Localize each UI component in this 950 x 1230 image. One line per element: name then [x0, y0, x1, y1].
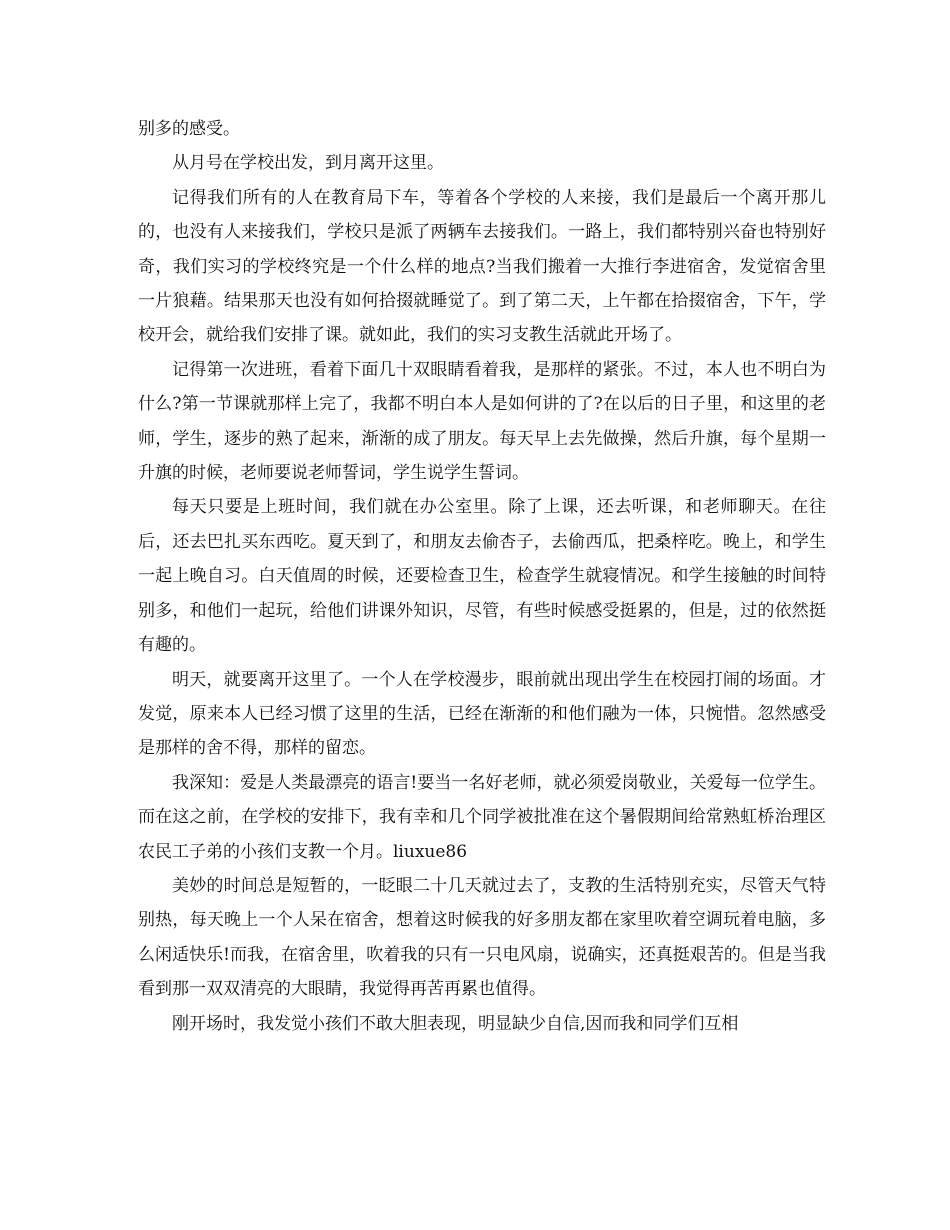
document-body — [138, 112, 826, 1041]
paragraph-4: 记得第一次进班，看着下面几十双眼睛看着我，是那样的紧张。不过，本人也不明白为什么?第一节课就那样上完了，我都不明白本人是如何讲的了?在以后的日子里，和这里的老师，学生，逐步的熟了起来，渐渐的成了朋友。每天早上去先做操，然后升旗，每个星期一升旗的时候，老师要说老师誓词，学生说学生誓词。 — [138, 359, 826, 484]
paragraph-5: 每天只要是上班时间，我们就在办公室里。除了上课，还去听课，和老师聊天。在往后，还去巴扎买东西吃。夏天到了，和朋友去偷杏子，去偷西瓜，把桑梓吃。晚上，和学生一起上晚自习。白天值周的时候，还要检查卫生，检查学生就寝情况。和学生接触的时间特别多，和他们一起玩，给他们讲课外知识，尽管，有些时候感受挺累的，但是，过的依然挺有趣的。 — [138, 497, 826, 656]
paragraph-8: 美妙的时间总是短暂的，一眨眼二十几天就过去了，支教的生活特别充实，尽管天气特别热，每天晚上一个人呆在宿舍，想着这时候我的好多朋友都在家里吹着空调玩着电脑，多么闲适快乐!而我，在宿舍里，吹着我的只有一只电风扇，说确实，还真挺艰苦的。但是当我看到那一双双清亮的大眼睛，我觉得再苦再累也值得。 — [138, 875, 826, 1000]
paragraph-1: 别多的感受。 — [138, 119, 240, 139]
paragraph-7: 我深知：爱是人类最漂亮的语言!要当一名好老师，就必须爱岗敬业，关爱每一位学生。而在这之前，在学校的安排下，我有幸和几个同学被批准在这个暑假期间给常熟虹桥治理区农民工子弟的小孩们支教一个月。liuxue86 — [138, 772, 826, 862]
paragraph-9: 刚开场时，我发觉小孩们不敢大胆表现，明显缺少自信,因而我和同学们互相 — [172, 1013, 739, 1034]
paragraph-6: 明天，就要离开这里了。一个人在学校漫步，眼前就出现出学生在校园打闹的场面。才发觉，原来本人已经习惯了这里的生活，已经在渐渐的和他们融为一体，只惋惜。忽然感受是那样的舍不得，那样的留恋。 — [138, 669, 826, 759]
paragraph-2: 从月号在学校出发，到月离开这里。 — [172, 153, 444, 174]
paragraph-3: 记得我们所有的人在教育局下车，等着各个学校的人来接，我们是最后一个离开那儿的，也没有人来接我们，学校只是派了两辆车去接我们。一路上，我们都特别兴奋也特别好奇，我们实习的学校终究是一个什么样的地点?当我们搬着一大推行李进宿舍，发觉宿舍里一片狼藉。结果那天也没有如何拾掇就睡觉了。到了第二天，上午都在拾掇宿舍，下午，学校开会，就给我们安排了课。就如此，我们的实习支教生活就此开场了。 — [138, 187, 826, 346]
